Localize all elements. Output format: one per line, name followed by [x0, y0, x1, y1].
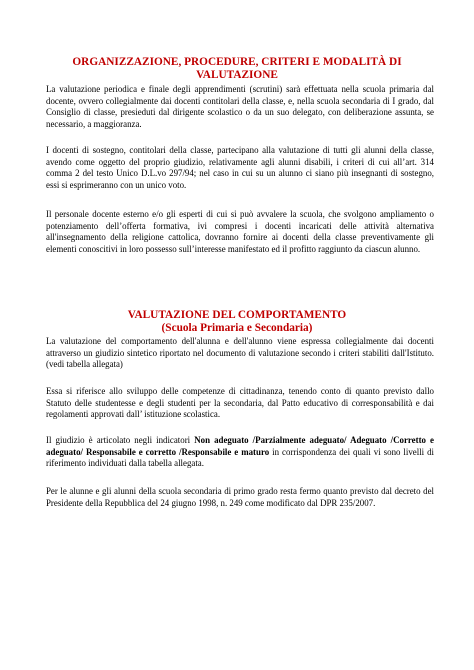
paragraph: Essa si riferisce allo sviluppo delle competenze di cittadinanza, tenendo conto di quanto previsto dallo Statuto delle studentesse e degli studenti per la secondaria, dal Patto educativo di corresponsabilità e dai regolamenti approvati dall’ istituzione scolastica. — [46, 386, 434, 420]
paragraph-text: in corrispondenza dei quali vi sono livelli di riferimento individuati dalla tabella allegata. — [46, 446, 435, 469]
paragraph: Il personale docente esterno e/o gli esperti di cui si può avvalere la scuola, che svolgono ampliamento o potenziamento dell’offerta formativa, ivi compresi i docenti incaricati delle attività alternativa all'insegnamento della religione cattolica, dovranno fornire ai docenti della classe preventivamente gli elementi conoscitivi in loro possesso sull’interesse manifestato ed il profitto raggiunto da ciascun alunno. — [46, 209, 434, 255]
section-subtitle-line: (Scuola Primaria e Secondaria) — [161, 322, 313, 334]
section-title-line: VALUTAZIONE DEL COMPORTAMENTO — [127, 309, 347, 321]
paragraph-indicators — [46, 435, 434, 470]
paragraph: La valutazione del comportamento dell'alunna e dell'alunno viene espressa collegialmente dai docenti attraverso un giudizio sintetico riportato nel documento di valutazione secondo i criteri stabiliti dall'Istituto. (vedi tabella allegata) — [46, 336, 434, 370]
paragraph: La valutazione periodica e finale degli apprendimenti (scrutini) sarà effettuata nella scuola primaria dal docente, ovvero collegialmente dai docenti contitolari della classe, e, nella scuola secondaria di I grado, dal Consiglio di classe, presieduti dal dirigente scolastico o da un suo delegato, con deliberazione assunta, se necessario, a maggioranza. — [46, 84, 434, 130]
paragraph: Per le alunne e gli alunni della scuola secondaria di primo grado resta fermo quanto previsto dal decreto del Presidente della Repubblica del 24 giugno 1998, n. 249 come modificato dal DPR 235/2007. — [46, 486, 434, 508]
section-title-line: ORGANIZZAZIONE, PROCEDURE, CRITERI E MODALITÀ DI — [72, 56, 402, 68]
paragraph-text: Il giudizio è articolato negli indicatori — [46, 435, 195, 445]
section-title-line: VALUTAZIONE — [196, 69, 278, 81]
indicators-bold-text: Non adeguato /Parzialmente adeguato/ Adeguato /Corretto e adeguato/ Responsabile e corretto /Responsabile e maturo — [46, 435, 434, 457]
section-title-valutazione — [40, 56, 434, 82]
paragraph: I docenti di sostegno, contitolari della classe, partecipano alla valutazione di tutti gli alunni della classe, avendo come oggetto del proprio giudizio, relativamente agli alunni disabili, i criteri di cui all’art. 314 comma 2 del testo Unico D.L.vo 297/94; nel caso in cui su un alunno ci siano più insegnanti di sostegno, essi si esprimeranno con un unico voto. — [46, 145, 434, 191]
section-title-comportamento — [40, 309, 434, 335]
